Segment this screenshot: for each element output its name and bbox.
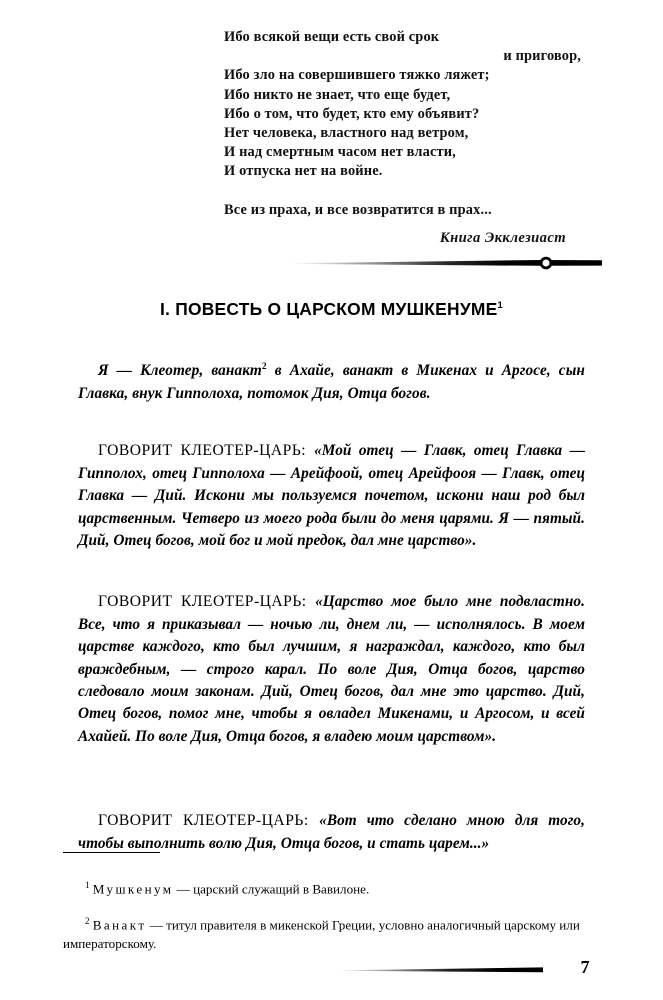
epigraph-line: Ибо зло на совершившего тяжко ляжет; <box>224 67 490 84</box>
epigraph-spacer <box>224 182 584 201</box>
speech-quote: «Царство мое было мне подвластно. Все, что я приказывал — ночью ли, днем ли, — исполнялось. В моем царстве каждого, кто был лучшим, я награждал, каждого, кто был враждебным, — строго карал. По воле Дия, Отца богов, царство следовало моим законам. Дий, Отец богов, дал мне это царство. Дий, Отец богов, помог мне, чтобы я овладел Микенами, и Аргосом, и всей Ахайей. По воле Дия, Отца богов, я владею моим царством». <box>78 593 585 745</box>
footnote-term: Ванакт <box>92 917 147 933</box>
epigraph-line: Ибо всякой вещи есть свой срок <box>224 29 440 45</box>
footnote-text: — царский служащий в Вавилоне. <box>173 881 370 897</box>
speech-paragraph <box>78 591 585 748</box>
footnote-separator <box>63 852 160 853</box>
lead-part-2: в Ахайе, ванакт в Микенах и Аргосе, сын Главка, внук Гипполоха, потомок Дия, Отца богов. <box>78 362 585 402</box>
epigraph-line: Ибо о том, что будет, кто ему объявит? <box>224 105 480 122</box>
epigraph-line: Ибо никто не знает, что еще будет, <box>224 86 451 103</box>
epigraph-line: И над смертным часом нет власти, <box>224 144 456 161</box>
speaker-separator: : <box>301 593 316 611</box>
chapter-title-text: I. ПОВЕСТЬ О ЦАРСКОМ МУШКЕНУМЕ <box>159 298 498 319</box>
epigraph-line: и приговор, <box>503 48 581 65</box>
epigraph-source: Книга Экклезиаст <box>439 229 566 246</box>
lead-part-1: Я — Клеотер, ванакт <box>98 362 262 380</box>
footnote-item <box>63 912 593 954</box>
footnote-term: Мушкенум <box>92 881 174 897</box>
ornamental-divider-icon <box>290 256 602 270</box>
epigraph <box>224 28 584 248</box>
lead-paragraph <box>78 356 585 405</box>
footnote-marker: 2 <box>85 916 90 927</box>
speech-quote: «Вот что сделано мною для того, чтобы выполнить волю Дия, Отца богов, и стать царем...» <box>78 812 585 852</box>
epigraph-line: Нет человека, властного над ветром, <box>224 125 469 142</box>
footnotes <box>63 863 593 954</box>
speech-quote: «Мой отец — Главк, отец Главка — Гипполох, отец Гипполоха — Арейфоой, отец Арейфооя — Главк, отец Главка — Дий. Искони мы пользуемся почетом, искони наш род был царственным. Четверо из моего рода были до меня царями. Я — пятый. Дий, Отец богов, мой бог и мой предок, дал мне царство». <box>78 442 585 549</box>
speaker-separator: : <box>301 442 315 460</box>
footnote-marker: 1 <box>85 880 90 891</box>
speech-paragraph <box>78 810 585 855</box>
footnote-item <box>63 876 593 899</box>
footer-ornament-icon <box>338 966 543 974</box>
speaker-label: ГОВОРИТ КЛЕОТЕР-ЦАРЬ <box>98 812 304 830</box>
page-number: 7 <box>580 957 590 977</box>
chapter-footnote-marker: 1 <box>497 299 504 311</box>
speech-paragraph <box>78 440 585 552</box>
footnote-text: — титул правителя в микенской Греции, условно аналогичный царскому или императорскому. <box>63 917 580 952</box>
epigraph-line: И отпуска нет на войне. <box>224 163 383 180</box>
page-title <box>78 299 585 320</box>
speaker-separator: : <box>303 812 320 830</box>
lead-footnote-marker: 2 <box>261 362 267 373</box>
epigraph-line: Все из праха, и все возвратится в прах... <box>224 201 492 218</box>
speaker-label: ГОВОРИТ КЛЕОТЕР-ЦАРЬ <box>98 593 302 611</box>
speaker-label: ГОВОРИТ КЛЕОТЕР-ЦАРЬ <box>98 442 302 460</box>
